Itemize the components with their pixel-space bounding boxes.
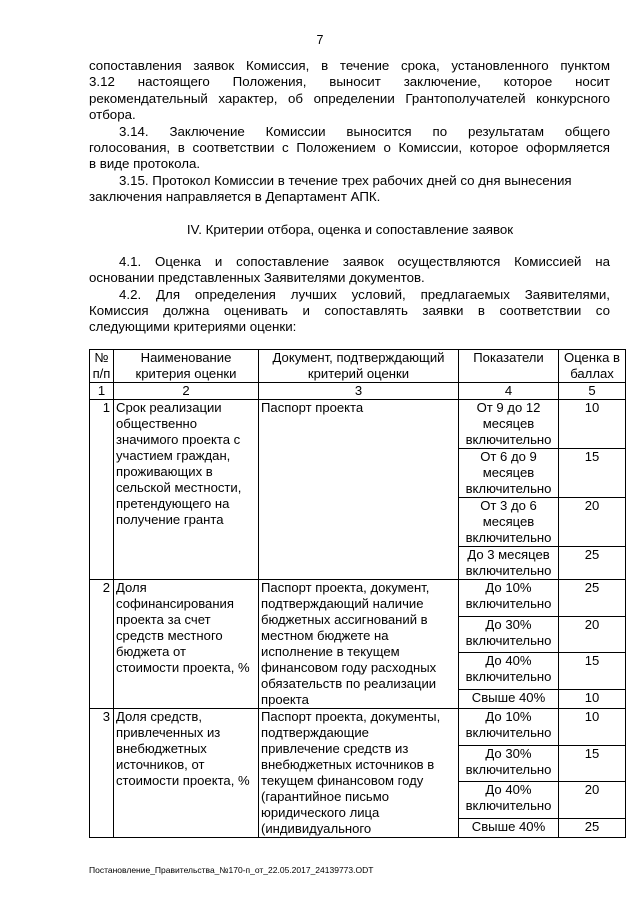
paragraph-line: в виде протокола. [89,156,201,171]
paragraph-line: основании представленных Заявителями документов. [89,270,425,285]
table-row [90,400,626,449]
criterion-document [259,400,459,580]
score-cell: 10 [559,709,626,746]
criterion-document-line: (гарантийное письмо [261,789,390,804]
header-line: Наименование [140,350,232,365]
paragraph-line: заключения направляется в Департамент АПК. [89,189,381,204]
indicator-cell [459,745,559,782]
criterion-name [114,580,259,709]
paragraph-line: сопоставления заявок Комиссия, в течение срока, установленного пунктом [89,58,610,73]
header-line: п/п [92,366,111,381]
indicator-line: До 10% [485,580,532,595]
criterion-document-line: исполнение в текущем [261,644,400,659]
indicator-cell [459,782,559,819]
criterion-name-line: значимого проекта с [116,432,241,447]
header-line: № [94,350,109,365]
score-cell: 25 [559,819,626,838]
table-header-row [90,350,626,383]
paragraph-line: 4.1. Оценка и сопоставление заявок осуществляются Комиссией на [119,254,610,269]
indicator-line: месяцев [482,514,535,529]
criterion-document-line: местном бюджете на [261,628,389,643]
column-number: 4 [459,383,559,400]
table-row [90,709,626,746]
criterion-document-line: бюджетных ассигнований в [261,612,428,627]
paragraph-line: голосования, в соответствии с Положением о Комиссии, которое оформляется [89,140,610,155]
criterion-name-line: проживающих в [116,464,213,479]
criterion-document-line: подтверждающие [261,725,369,740]
column-number-row [90,383,626,400]
paragraph-line: отбора. [89,107,136,122]
paragraph-line: 3.12 настоящего Положения, выносит заключение, которое носит [89,74,610,89]
criterion-name-line: бюджета от [116,644,187,659]
indicator-line: включительно [465,761,552,777]
criterion-name-line: общественно [116,416,198,431]
indicator-line: включительно [465,530,552,545]
criterion-document-line: внебюджетных источников в [261,757,435,772]
indicator-line: До 10% [485,709,532,724]
indicator-line: включительно [465,632,552,648]
criterion-document [259,580,459,709]
header-line: критерий оценки [307,366,410,381]
header-line: Документ, подтверждающий [272,350,445,365]
indicator-line: От 3 до 6 [480,498,537,513]
header-score [559,350,626,383]
indicator-line: месяцев [482,416,535,431]
indicator-line: включительно [465,481,552,496]
score-cell: 25 [559,580,626,617]
table-row [90,580,626,617]
header-doc [259,350,459,383]
page-number: 7 [316,33,324,47]
score-cell: 15 [559,745,626,782]
indicator-line: До 40% [485,653,532,669]
paragraph-line: рекомендательный характер, об определении Грантополучателей конкурсного [89,91,610,106]
indicator-cell [459,547,559,580]
score-cell: 25 [559,547,626,580]
indicator-line: Свыше 40% [471,690,546,706]
criterion-document-line: Паспорт проекта, документ, [261,580,430,595]
header-indicators [459,350,559,383]
score-cell: 10 [559,690,626,709]
criterion-name-line: софинансирования [116,596,234,611]
indicator-line: включительно [465,596,552,611]
paragraph-line: Комиссия должна оценивать и сопоставлять заявки в соответствии со [89,303,610,318]
criterion-document-line: привлечение средств из [261,741,409,756]
criterion-name-line: стоимости проекта, % [116,773,250,788]
header-name [114,350,259,383]
criterion-document-line: проекта [261,692,309,707]
indicator-line: включительно [465,669,552,685]
indicator-line: От 9 до 12 [476,400,541,415]
indicator-cell [459,400,559,449]
indicator-line: месяцев [482,465,535,480]
criterion-name-line: Доля средств, [116,709,202,724]
criterion-document-line: юридического лица [261,805,380,820]
criterion-number: 1 [90,400,114,580]
criterion-document-line: финансовом году расходных [261,660,437,675]
paragraph-line: следующими критериями оценки: [89,319,297,334]
indicator-line: До 30% [485,616,532,632]
score-cell: 20 [559,616,626,653]
indicator-cell [459,616,559,653]
paragraph-line: 4.2. Для определения лучших условий, предлагаемых Заявителями, [119,287,610,302]
criterion-name-line: проекта за счет [116,612,211,627]
indicator-line: До 40% [485,782,532,798]
criterion-document-line: подтверждающий наличие [261,596,424,611]
score-cell: 20 [559,498,626,547]
criterion-name-line: претендующего на [116,496,230,511]
criterion-name-line: привлеченных из [116,725,221,740]
criterion-name-line: внебюджетных [116,741,207,756]
criterion-name [114,709,259,838]
score-cell: 20 [559,782,626,819]
indicator-cell [459,709,559,746]
criterion-document [259,709,459,838]
paragraph-line: 3.15. Протокол Комиссии в течение трех рабочих дней со дня вынесения [119,173,572,188]
header-num [90,350,114,383]
criterion-name-line: Срок реализации [116,400,222,415]
column-number: 3 [259,383,459,400]
criterion-number: 3 [90,709,114,838]
column-number: 5 [559,383,626,400]
indicator-line: включительно [465,563,552,578]
document-footer: Постановление_Правительства_№170-п_от_22.05.2017_24139773.ODT [89,865,374,875]
column-number: 2 [114,383,259,400]
criterion-name-line: Доля [116,580,147,595]
criterion-name [114,400,259,580]
score-cell: 15 [559,653,626,690]
indicator-cell [459,580,559,617]
criterion-document-line: текущем финансовом году [261,773,424,788]
indicator-cell [459,690,559,709]
header-line: критерия оценки [135,366,237,381]
indicator-cell [459,449,559,498]
paragraph-line: 3.14. Заключение Комиссии выносится по результатам общего [119,124,610,139]
column-number: 1 [90,383,114,400]
indicator-cell [459,819,559,838]
criterion-document-line: обязательств по реализации [261,676,437,691]
criterion-name-line: источников, от [116,757,205,772]
criterion-name-line: получение гранта [116,512,224,527]
indicator-line: включительно [465,725,552,740]
criterion-name-line: участием граждан, [116,448,231,463]
indicator-line: включительно [465,798,552,814]
criterion-document-line: Паспорт проекта [261,400,364,415]
indicator-cell [459,653,559,690]
score-cell: 10 [559,400,626,449]
criteria-table [89,349,626,838]
indicator-line: Свыше 40% [471,819,546,835]
criterion-document-line: (индивидуального [261,821,372,836]
header-line: Оценка в [564,350,620,365]
criterion-name-line: средств местного [116,628,223,643]
criterion-document-line: Паспорт проекта, документы, [261,709,441,724]
criterion-number: 2 [90,580,114,709]
criterion-name-line: стоимости проекта, % [116,660,250,675]
score-cell: 15 [559,449,626,498]
criterion-name-line: сельской местности, [116,480,242,495]
header-line: баллах [570,366,614,381]
section-heading: IV. Критерии отбора, оценка и сопоставление заявок [186,222,514,237]
indicator-line: До 3 месяцев [467,547,550,562]
header-line: Показатели [473,350,544,365]
indicator-cell [459,498,559,547]
indicator-line: До 30% [485,745,532,761]
indicator-line: От 6 до 9 [480,449,537,464]
indicator-line: включительно [465,432,552,447]
